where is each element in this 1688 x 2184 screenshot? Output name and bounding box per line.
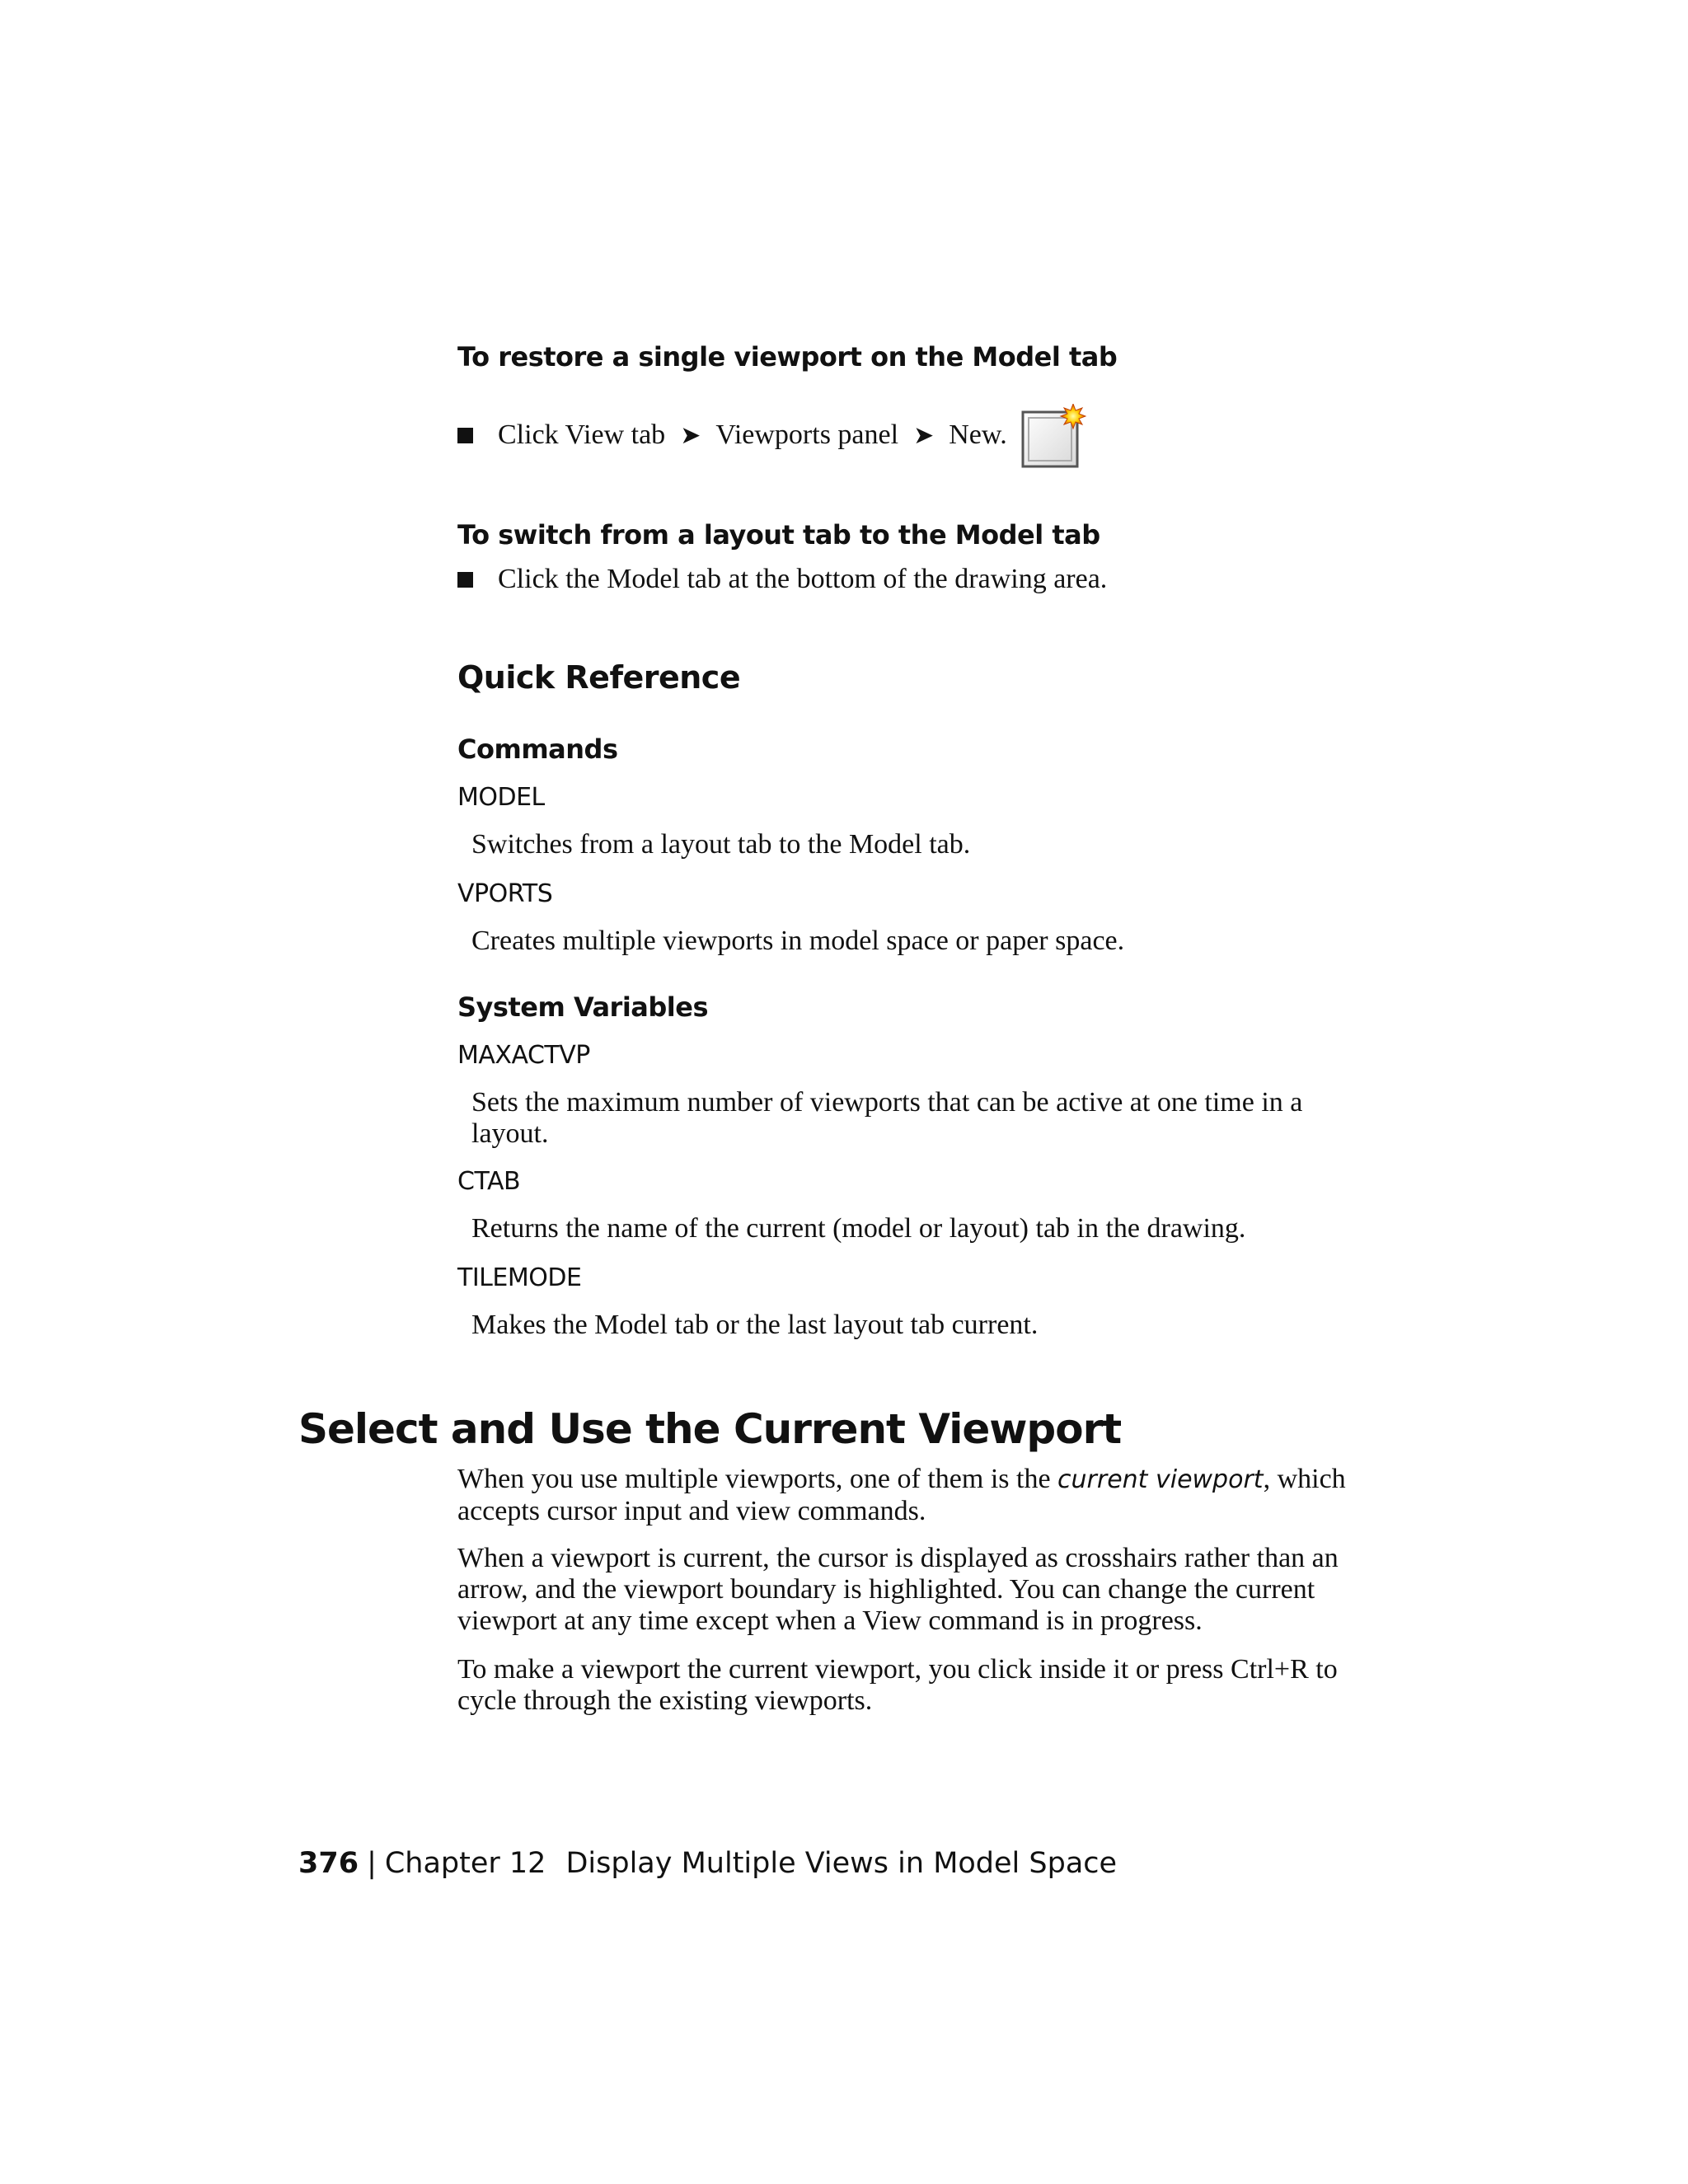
command-term-vports: VPORTS	[457, 879, 553, 908]
step-text-view-tab: Click View tab	[498, 419, 666, 450]
footer-separator: |	[367, 1847, 377, 1880]
sysvar-term-tilemode: TILEMODE	[457, 1263, 582, 1292]
command-desc-vports: Creates multiple viewports in model space or paper space.	[471, 926, 1125, 956]
procedure-heading-restore-viewport: To restore a single viewport on the Model tab	[457, 341, 1118, 373]
command-desc-model: Switches from a layout tab to the Model tab.	[471, 829, 971, 860]
page-footer	[298, 1847, 1117, 1880]
paragraph-text: When you use multiple viewports, one of them is the	[457, 1464, 1058, 1494]
procedure-heading-switch-to-model: To switch from a layout tab to the Model tab	[457, 519, 1100, 551]
procedure-step-switch-to-model	[457, 564, 1107, 595]
section-paragraph-2: When a viewport is current, the cursor is displayed as crosshairs rather than an arrow, and the viewport boundary is highlighted. You can change the current viewport at any time except when a View command is in progress.	[457, 1543, 1339, 1636]
step-text-new: New.	[949, 419, 1007, 450]
bullet-icon	[457, 428, 473, 443]
quick-reference-heading: Quick Reference	[457, 659, 741, 696]
footer-chapter-title: Display Multiple Views in Model Space	[565, 1847, 1118, 1880]
arrow-right-icon: ➤	[913, 420, 935, 450]
step-text-viewports-panel: Viewports panel	[715, 419, 899, 450]
step-text: Click the Model tab at the bottom of the drawing area.	[498, 564, 1108, 594]
sysvar-term-maxactvp: MAXACTVP	[457, 1041, 590, 1070]
sysvar-desc-maxactvp: Sets the maximum number of viewports that can be active at one time in a layout.	[471, 1087, 1303, 1149]
new-viewport-icon	[1020, 404, 1083, 466]
section-heading: Select and Use the Current Viewport	[298, 1405, 1122, 1453]
bullet-icon	[457, 572, 473, 588]
section-paragraph-1	[457, 1464, 1356, 1527]
section-paragraph-3: To make a viewport the current viewport, you click inside it or press Ctrl+R to cycle through the existing viewports.	[457, 1654, 1338, 1716]
page-number: 376	[298, 1847, 359, 1880]
sysvar-desc-ctab: Returns the name of the current (model or layout) tab in the drawing.	[471, 1213, 1246, 1244]
procedure-step-restore-viewport	[457, 404, 1083, 466]
arrow-right-icon: ➤	[680, 420, 701, 450]
sysvar-desc-tilemode: Makes the Model tab or the last layout tab current.	[471, 1310, 1039, 1340]
footer-chapter: Chapter 12	[384, 1847, 546, 1880]
system-variables-heading: System Variables	[457, 991, 709, 1023]
commands-heading: Commands	[457, 733, 618, 765]
paragraph-text: , which accepts cursor input and view commands.	[457, 1464, 1346, 1526]
sysvar-term-ctab: CTAB	[457, 1167, 521, 1196]
command-term-model: MODEL	[457, 783, 545, 812]
emphasis-current-viewport: current viewport	[1057, 1465, 1264, 1494]
